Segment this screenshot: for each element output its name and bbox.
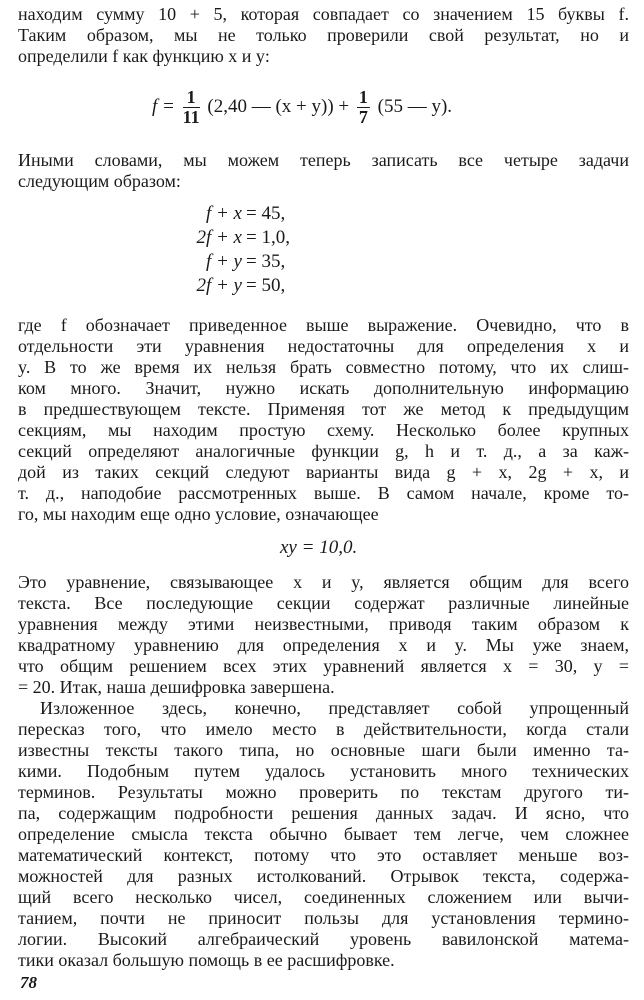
formula-part-1: (2,40 — (x + y)) + bbox=[207, 95, 350, 117]
equation bbox=[174, 202, 285, 226]
text-line: Изложенное здесь, конечно, представляет собой упрощенный bbox=[40, 698, 629, 718]
equation-lhs: f + y bbox=[205, 251, 242, 272]
text-line: можностей для разных истолкований. Отрывок текста, содержа- bbox=[18, 866, 629, 886]
text-line: дой из таких секций следуют варианты вида g + x, 2g + x, и bbox=[18, 462, 629, 482]
text-line: терминов. Результаты можно проверить по текстам другого ти- bbox=[18, 782, 629, 802]
text-line: в предшествующем тексте. Применяя тот же метод к предыдущим bbox=[18, 399, 629, 419]
fraction-numerator: 1 bbox=[183, 88, 200, 108]
text-line: отдельности эти уравнения недостаточны для определения x и bbox=[18, 336, 629, 356]
formula-lhs: f = bbox=[152, 95, 175, 117]
equation bbox=[174, 250, 285, 274]
text-line: секций определяют аналогичные функции g, h и т. д., а за каж- bbox=[18, 441, 629, 461]
text-line: Иными словами, мы можем теперь записать все четыре задачи bbox=[18, 150, 629, 170]
text-line: где f обозначает приведенное выше выражение. Очевидно, что в bbox=[18, 315, 629, 335]
text-line: т. д., наподобие рассмотренных выше. В самом начале, кроме то- bbox=[18, 483, 629, 503]
text-line: па, содержащим подробности решения данных задач. И ясно, что bbox=[18, 803, 629, 823]
text-line: уравнения между этими неизвестными, приводя таким образом к bbox=[18, 614, 629, 634]
book-page bbox=[18, 0, 629, 1000]
text-line: определили f как функцию x и y: bbox=[18, 46, 270, 66]
text-line: го, мы находим еще одно условие, означающее bbox=[18, 504, 379, 524]
equation-rhs: = 50, bbox=[246, 275, 286, 296]
text-line: что общим решением всех этих уравнений является x = 30, y = bbox=[18, 656, 629, 676]
equation-rhs: = 1,0, bbox=[246, 227, 290, 248]
text-line: y. В то же время их нельзя брать совместно потому, что их слиш- bbox=[18, 357, 629, 377]
equation bbox=[174, 274, 285, 298]
equation-lhs: 2f + y bbox=[196, 275, 242, 296]
text-line: ком много. Значит, нужно искать дополнительную информацию bbox=[18, 378, 629, 398]
equation-lhs: 2f + x bbox=[196, 227, 242, 248]
text-line: Таким образом, мы не только проверили свой результат, но и bbox=[18, 25, 629, 45]
text-line: квадратному уравнению для определения x и y. Мы уже знаем, bbox=[18, 635, 629, 655]
formula-f bbox=[152, 88, 452, 127]
text-line: математический контекст, потому что это оставляет меньше воз- bbox=[18, 845, 629, 865]
equation-lhs: f + x bbox=[205, 203, 242, 224]
fraction-denominator: 7 bbox=[358, 107, 368, 127]
fraction-1-7 bbox=[357, 88, 370, 127]
text-line: следующим образом: bbox=[18, 171, 181, 191]
text-line: кими. Подобным путем удалось установить много технических bbox=[18, 761, 629, 781]
equation-xy: xy = 10,0. bbox=[280, 537, 358, 558]
text-line: щий всего несколько чисел, соединенных сложением или вычи- bbox=[18, 887, 629, 907]
equation-rhs: = 35, bbox=[246, 251, 286, 272]
text-line: логии. Высокий алгебраический уровень вавилонской матема- bbox=[18, 929, 629, 949]
text-line: тики оказал большую помощь в ее расшифровке. bbox=[18, 950, 395, 970]
text-line: известны тексты такого типа, но основные шаги были именно та- bbox=[18, 740, 629, 760]
text-line: Это уравнение, связывающее x и y, является общим для всего bbox=[18, 572, 629, 592]
text-line: секциям, мы находим простую схему. Несколько более крупных bbox=[18, 420, 629, 440]
text-line: пересказ того, что имело место в действительности, когда стали bbox=[18, 719, 629, 739]
formula-part-2: (55 — y). bbox=[377, 95, 453, 117]
text-line: определение смысла текста обычно бывает тем легче, чем сложнее bbox=[18, 824, 629, 844]
fraction-denominator: 11 bbox=[182, 107, 200, 127]
text-line: = 20. Итак, наша дешифровка завершена. bbox=[18, 677, 335, 697]
text-line: находим сумму 10 + 5, которая совпадает со значением 15 буквы f. bbox=[18, 4, 629, 24]
page-number: 78 bbox=[20, 973, 37, 992]
fraction-1-11 bbox=[183, 88, 200, 127]
equation-rhs: = 45, bbox=[246, 203, 286, 224]
fraction-numerator: 1 bbox=[358, 87, 368, 107]
text-line: танием, почти не приносит пользы для установления термино- bbox=[18, 908, 629, 928]
text-line: текста. Все последующие секции содержат различные линейные bbox=[18, 593, 629, 613]
equation bbox=[174, 226, 290, 250]
